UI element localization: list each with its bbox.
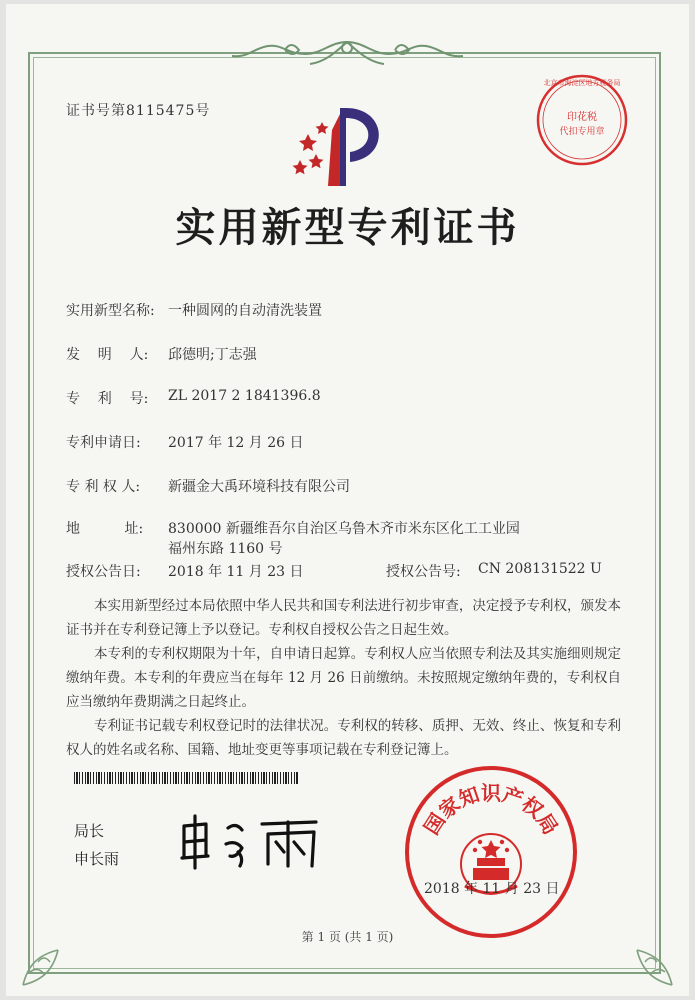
tax-stamp-ring-text: 北京市海淀区地方税务局 [543, 79, 621, 87]
official-seal-graphic [403, 764, 579, 940]
field-label-inventor [66, 344, 160, 364]
field-value-address-line-1: 830000 新疆维吾尔自治区乌鲁木齐市米东区化工工业园 [168, 521, 520, 537]
field-value-inventor: 邱德明;丁志强 [168, 347, 257, 363]
director-name: 申长雨 [74, 850, 120, 868]
director-signature [176, 812, 326, 872]
patent-office-logo [288, 100, 398, 192]
field-label-address: 地 址: [66, 521, 144, 537]
field-label-application-date: 专利申请日: [66, 435, 141, 451]
field-value-grant-number: CN 208131522 U [478, 561, 602, 577]
field-value-patentee: 新疆金大禹环境科技有限公司 [168, 479, 350, 495]
field-value-name: 一种圆网的自动清洗装置 [168, 303, 322, 319]
seal-date: 2018 年 11 月 23 日 [424, 881, 560, 897]
tax-stamp-line-1: 印花税 [567, 112, 597, 123]
tax-stamp [534, 72, 630, 168]
top-ornament [230, 38, 465, 70]
certificate-number: 证书号第8115475号 [66, 103, 211, 119]
field-label-patentee: 专 利 权 人: [66, 479, 141, 495]
svg-text:国家知识产权局 [419, 781, 563, 839]
field-label-patent-no: 专 利 号: [66, 391, 149, 407]
certificate-body [66, 594, 621, 762]
director-title: 局长 [74, 822, 105, 840]
page-title: 实用新型专利证书 [175, 204, 520, 251]
paragraph-1: 本实用新型经过本局依照中华人民共和国专利法进行初步审查，决定授予专利权，颁发本证书并在专利登记簿上予以登记。专利权自授权公告之日起生效。 [66, 598, 621, 638]
tax-stamp-line-2: 代扣专用章 [559, 127, 605, 137]
page-footer: 第 1 页 (共 1 页) [301, 930, 394, 944]
barcode [74, 772, 298, 784]
field-value-grant-date: 2018 年 11 月 23 日 [168, 564, 304, 580]
field-value-application-date: 2017 年 12 月 26 日 [168, 435, 304, 451]
field-value-address-line-2: 福州东路 1160 号 [168, 541, 283, 557]
paragraph-2: 本专利的专利权期限为十年，自申请日起算。专利权人应当依照专利法及其实施细则规定缴纳年费。本专利的年费应当在每年 12 月 26 日前缴纳。未按照规定缴纳年费的，专利权自应当缴纳年费期满之日起终止。 [66, 646, 621, 710]
field-label-grant-date: 授权公告日: [66, 564, 141, 580]
inventor-label-text: 发 明 人: [66, 347, 149, 363]
field-label-grant-number: 授权公告号: [386, 564, 461, 580]
field-value-patent-no: ZL 2017 2 1841396.8 [168, 388, 321, 404]
paragraph-3: 专利证书记载专利权登记时的法律状况。专利权的转移、质押、无效、终止、恢复和专利权人的姓名或名称、国籍、地址变更等事项记载在专利登记簿上。 [66, 718, 621, 758]
seal-ring-text: 国家知识产权局 [419, 781, 563, 839]
field-label-name: 实用新型名称: [66, 303, 155, 319]
official-seal [403, 764, 579, 940]
